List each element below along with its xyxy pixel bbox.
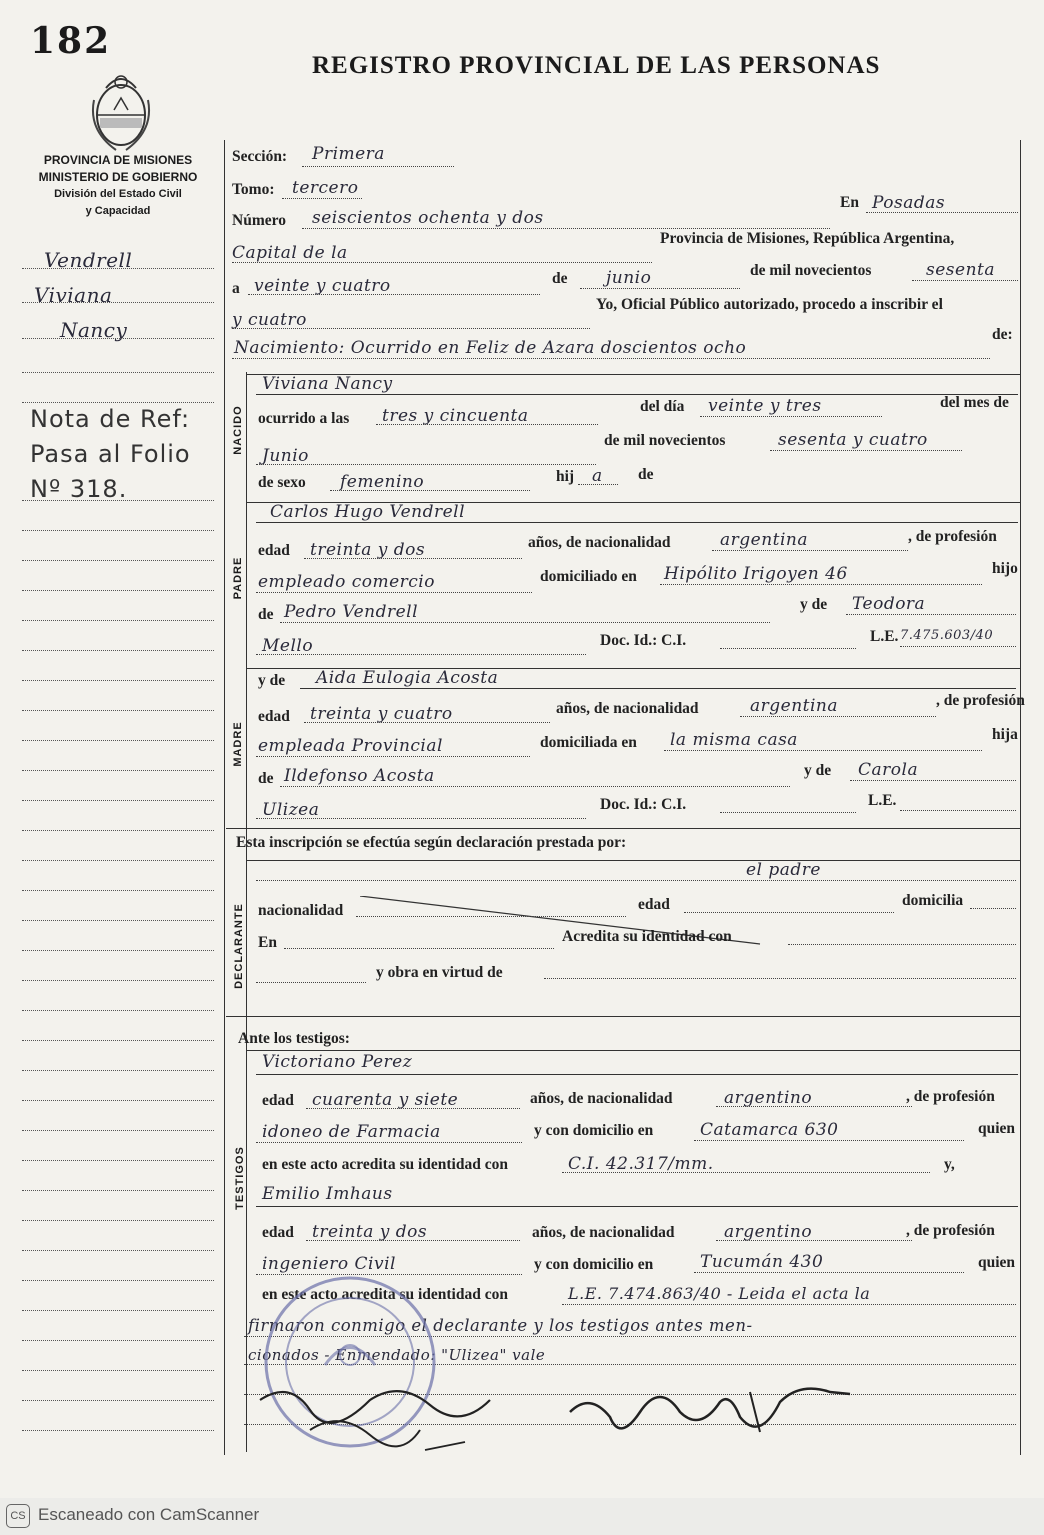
y-de-madre-label: y de [258, 672, 286, 689]
field-line [302, 166, 454, 167]
field-line [850, 780, 1016, 781]
division-label: División del Estado Civil [54, 188, 182, 200]
del-dia-label: del día [640, 398, 685, 415]
hij-label: hij [556, 468, 575, 485]
closing-line-2: cionados - Enmendado: "Ulizea" vale [248, 1346, 546, 1364]
testigo2-nacionalidad: argentino [724, 1222, 813, 1242]
province-label: PROVINCIA DE MISIONES [43, 153, 193, 167]
field-line [306, 1108, 520, 1109]
de3-label: de [638, 466, 654, 483]
mil-label: de mil novecientos [750, 262, 872, 279]
section-divider [246, 1050, 1020, 1051]
capital-value: Capital de la [232, 243, 348, 263]
camscanner-icon: CS [6, 1504, 30, 1528]
section-rule [246, 372, 247, 1452]
madre-domicilio: la misma casa [670, 730, 798, 750]
domiciliado-label: domiciliado en [540, 568, 637, 585]
field-line [256, 818, 586, 819]
margin-line [22, 372, 214, 373]
margin-line [22, 338, 214, 339]
mes-value: junio [606, 268, 652, 288]
field-line [284, 948, 554, 949]
le-madre-label: L.E. [868, 792, 897, 809]
official-signature [560, 1372, 860, 1452]
hijo-label: hijo [992, 560, 1018, 577]
margin-line [22, 590, 214, 591]
field-line [302, 228, 830, 229]
nacimiento-value: Nacimiento: Ocurrido en Feliz de Azara doscientos ocho [234, 338, 747, 358]
madre-side-label: MADRE [232, 721, 244, 767]
abuela-materna: Carola [858, 760, 919, 780]
testigo1-edad: cuarenta y siete [312, 1090, 459, 1110]
field-line [304, 722, 550, 723]
del-mes-label: del mes de [940, 394, 1009, 411]
padre-nacionalidad: argentina [720, 530, 809, 550]
margin-line [22, 740, 214, 741]
margin-middlename: Nancy [60, 318, 128, 342]
field-line [256, 522, 1018, 523]
field-line [304, 558, 522, 559]
madre-profesion: empleada Provincial [258, 736, 443, 756]
testigo1-nombre: Victoriano Perez [262, 1052, 413, 1072]
domicilio-t2-label: y con domicilio en [534, 1256, 654, 1273]
profesion-t1-label: , de profesión [906, 1088, 995, 1105]
nombre-value: Viviana Nancy [262, 374, 393, 394]
docid-madre-label: Doc. Id.: C.I. [600, 796, 687, 813]
madre-nacionalidad: argentina [750, 696, 839, 716]
margin-line [22, 620, 214, 621]
mes-nac-value: Junio [262, 446, 309, 466]
margin-line [22, 500, 214, 501]
field-line [788, 944, 1016, 945]
field-line [740, 716, 936, 717]
field-line [300, 688, 1016, 689]
field-line [256, 1206, 1018, 1207]
field-line [684, 912, 894, 913]
testigo1-nacionalidad: argentino [724, 1088, 813, 1108]
closing-line-1: firmaron conmigo el declarante y los testigos antes men- [248, 1316, 753, 1335]
y-de-label: y de [800, 596, 828, 613]
en-decl-label: En [258, 934, 277, 951]
sexo-value: femenino [340, 472, 425, 492]
edad-label: edad [258, 542, 290, 559]
margin-line [22, 560, 214, 561]
padre-side-label: PADRE [232, 556, 244, 600]
edad-decl-label: edad [638, 896, 670, 913]
margin-line [22, 1400, 214, 1401]
margin-line [22, 268, 214, 269]
hij-suffix: a [592, 466, 603, 486]
testigos-side-label: TESTIGOS [234, 1146, 246, 1210]
margin-line [22, 1070, 214, 1071]
nacido-side-label: NACIDO [232, 405, 244, 455]
en-value: Posadas [872, 193, 946, 213]
margin-line [22, 1250, 214, 1251]
testigo1-domicilio: Catamarca 630 [700, 1120, 839, 1140]
field-line [280, 622, 770, 623]
margin-line [22, 860, 214, 861]
hija-label: hija [992, 726, 1018, 743]
margin-line [22, 950, 214, 951]
yo-label: Yo, Oficial Público autorizado, procedo a inscribir el [596, 296, 943, 313]
capacity-label: y Capacidad [85, 205, 151, 217]
acto-t2-label: en este acto acredita su identidad con [262, 1286, 508, 1303]
field-line [970, 908, 1016, 909]
margin-line [22, 1220, 214, 1221]
declarante-side-label: DECLARANTE [233, 903, 245, 989]
field-line [376, 424, 598, 425]
field-line [694, 1140, 964, 1141]
inscripcion-label: Esta inscripción se efectúa según declaración prestada por: [236, 834, 627, 851]
field-line [712, 550, 908, 551]
de4-label: de [258, 606, 274, 623]
field-line [306, 1240, 520, 1241]
field-line [720, 648, 856, 649]
anio-value: sesenta [926, 260, 995, 280]
witness-signature [250, 1370, 510, 1460]
abuelo-materno: Ildefonso Acosta [284, 766, 435, 786]
field-line [232, 358, 990, 359]
padre-domicilio: Hipólito Irigoyen 46 [664, 564, 848, 584]
acto-t1-label: en este acto acredita su identidad con [262, 1156, 508, 1173]
padre-profesion: empleado comercio [258, 572, 435, 592]
numero-label: Número [232, 212, 286, 229]
field-line [280, 786, 790, 787]
profesion-label: , de profesión [908, 528, 997, 545]
margin-line [22, 1430, 214, 1431]
seccion-label: Sección: [232, 148, 288, 165]
margin-line [22, 770, 214, 771]
testigo2-domicilio: Tucumán 430 [700, 1252, 824, 1272]
margin-line [22, 830, 214, 831]
sexo-label: de sexo [258, 474, 306, 491]
field-line [770, 450, 962, 451]
field-line [256, 880, 1016, 881]
field-line [900, 646, 1016, 647]
field-line [282, 198, 362, 199]
profesion-madre-label: , de profesión [936, 692, 1025, 709]
edad-t2-label: edad [262, 1224, 294, 1241]
left-margin-rule [224, 140, 225, 1455]
margin-ref-folio: Pasa al Folio [30, 440, 191, 468]
margin-line [22, 1100, 214, 1101]
abuelo-paterno: Pedro Vendrell [284, 602, 419, 622]
anio2-value: y cuatro [232, 310, 307, 330]
field-line [716, 1240, 912, 1241]
abuela-paterna-2: Mello [262, 636, 314, 656]
margin-line [22, 302, 214, 303]
field-line [562, 1172, 930, 1173]
margin-line [22, 530, 214, 531]
abuela-paterna: Teodora [852, 594, 926, 614]
field-line [664, 750, 982, 751]
margin-line [22, 1310, 214, 1311]
dia-nac-value: veinte y tres [708, 396, 822, 416]
abuela-materna-2: Ulizea [262, 800, 320, 820]
field-line [866, 212, 1018, 213]
margin-line [22, 890, 214, 891]
field-line [660, 584, 982, 585]
field-line [232, 328, 590, 329]
field-line [256, 982, 366, 983]
margin-line [22, 1340, 214, 1341]
anio-nac-value: sesenta y cuatro [778, 430, 928, 450]
field-line [256, 394, 1018, 395]
anos-nac-madre-label: años, de nacionalidad [556, 700, 699, 717]
margin-ref-number: Nº 318. [30, 475, 128, 503]
document-title: REGISTRO PROVINCIAL DE LAS PERSONAS [312, 52, 881, 79]
testigo2-profesion: ingeniero Civil [262, 1254, 396, 1274]
field-line [912, 280, 1018, 281]
domicilia-label: domicilia [902, 892, 964, 909]
testigo1-profesion: idoneo de Farmacia [262, 1122, 441, 1142]
ministry-label: MINISTERIO DE GOBIERNO [38, 170, 198, 184]
dia-value: veinte y cuatro [254, 276, 391, 296]
docid-label: Doc. Id.: C.I. [600, 632, 687, 649]
margin-line [22, 1190, 214, 1191]
field-line [356, 916, 626, 917]
field-line [544, 978, 1016, 979]
field-line [256, 1074, 1018, 1075]
y-de-madre2-label: y de [804, 762, 832, 779]
madre-nombre: Aida Eulogia Acosta [316, 668, 499, 688]
profesion-t2-label: , de profesión [906, 1222, 995, 1239]
provincia-label: Provincia de Misiones, República Argentina, [660, 230, 955, 247]
seccion-value: Primera [312, 144, 385, 164]
ocurrido-label: ocurrido a las [258, 410, 350, 427]
field-line [846, 614, 1016, 615]
field-line [700, 416, 882, 417]
quien-t1-label: quien [978, 1120, 1016, 1137]
field-line [330, 490, 530, 491]
domiciliada-label: domiciliada en [540, 734, 637, 751]
section-divider [246, 860, 1020, 861]
le-label: L.E. [870, 628, 899, 645]
right-margin-rule [1020, 140, 1021, 1455]
obra-label: y obra en virtud de [376, 964, 503, 981]
declarante-value: el padre [746, 860, 821, 880]
padre-le: 7.475.603/40 [900, 628, 994, 643]
margin-line [22, 980, 214, 981]
coat-of-arms-emblem [86, 70, 156, 152]
de2-label: de: [992, 326, 1013, 343]
margin-line [22, 1280, 214, 1281]
anos-t1-label: años, de nacionalidad [530, 1090, 673, 1107]
hora-value: tres y cincuenta [382, 406, 529, 426]
margin-line [22, 402, 214, 403]
testigo2-documento: L.E. 7.474.863/40 - Leida el acta la [568, 1284, 871, 1303]
margin-line [22, 1370, 214, 1371]
edad-t1-label: edad [262, 1092, 294, 1109]
testigo2-edad: treinta y dos [312, 1222, 428, 1242]
margin-line [22, 680, 214, 681]
field-line [720, 812, 856, 813]
tomo-value: tercero [292, 178, 359, 198]
margin-surname: Vendrell [44, 248, 133, 272]
margin-line [22, 1130, 214, 1131]
section-divider [226, 1016, 1020, 1017]
testigo1-documento: C.I. 42.317/mm. [568, 1154, 714, 1174]
de5-label: de [258, 770, 274, 787]
field-line [580, 288, 740, 289]
domicilio-t1-label: y con domicilio en [534, 1122, 654, 1139]
madre-edad: treinta y cuatro [310, 704, 453, 724]
field-line [716, 1106, 912, 1107]
numero-value: seiscientos ochenta y dos [312, 208, 544, 228]
margin-line [22, 1040, 214, 1041]
y-t1-label: y, [944, 1156, 955, 1173]
en-label: En [840, 194, 859, 211]
field-line [256, 654, 586, 655]
margin-line [22, 1010, 214, 1011]
field-line [256, 1142, 522, 1143]
tomo-label: Tomo: [232, 181, 275, 198]
a-label: a [232, 280, 240, 297]
nacionalidad-label: nacionalidad [258, 902, 344, 919]
edad-madre-label: edad [258, 708, 290, 725]
margin-line [22, 710, 214, 711]
field-line [256, 464, 596, 465]
padre-nombre: Carlos Hugo Vendrell [270, 502, 466, 522]
field-line [562, 1304, 1016, 1305]
testigo2-nombre: Emilio Imhaus [262, 1184, 393, 1204]
field-line [578, 484, 618, 485]
padre-edad: treinta y dos [310, 540, 426, 560]
header-block [22, 152, 214, 220]
acredita-label: Acredita su identidad con [562, 928, 732, 945]
de-label: de [552, 270, 568, 287]
margin-ref-note: Nota de Ref: [30, 405, 191, 433]
field-line [694, 1272, 964, 1273]
margin-line [22, 920, 214, 921]
mil2-label: de mil novecientos [604, 432, 726, 449]
section-divider [226, 828, 1020, 829]
margin-line [22, 1160, 214, 1161]
document-number: 182 [30, 20, 112, 62]
scanner-footer [0, 1498, 1044, 1535]
field-line [256, 592, 532, 593]
testigos-label: Ante los testigos: [238, 1030, 350, 1047]
field-line [256, 756, 530, 757]
field-line [900, 810, 1016, 811]
field-line [232, 262, 652, 263]
margin-line [22, 650, 214, 651]
field-line [248, 294, 540, 295]
anos-t2-label: años, de nacionalidad [532, 1224, 675, 1241]
quien-t2-label: quien [978, 1254, 1016, 1271]
scanner-footer-text: Escaneado con CamScanner [38, 1505, 260, 1524]
margin-line [22, 800, 214, 801]
margin-firstname: Viviana [34, 283, 113, 307]
anos-nac-label: años, de nacionalidad [528, 534, 671, 551]
